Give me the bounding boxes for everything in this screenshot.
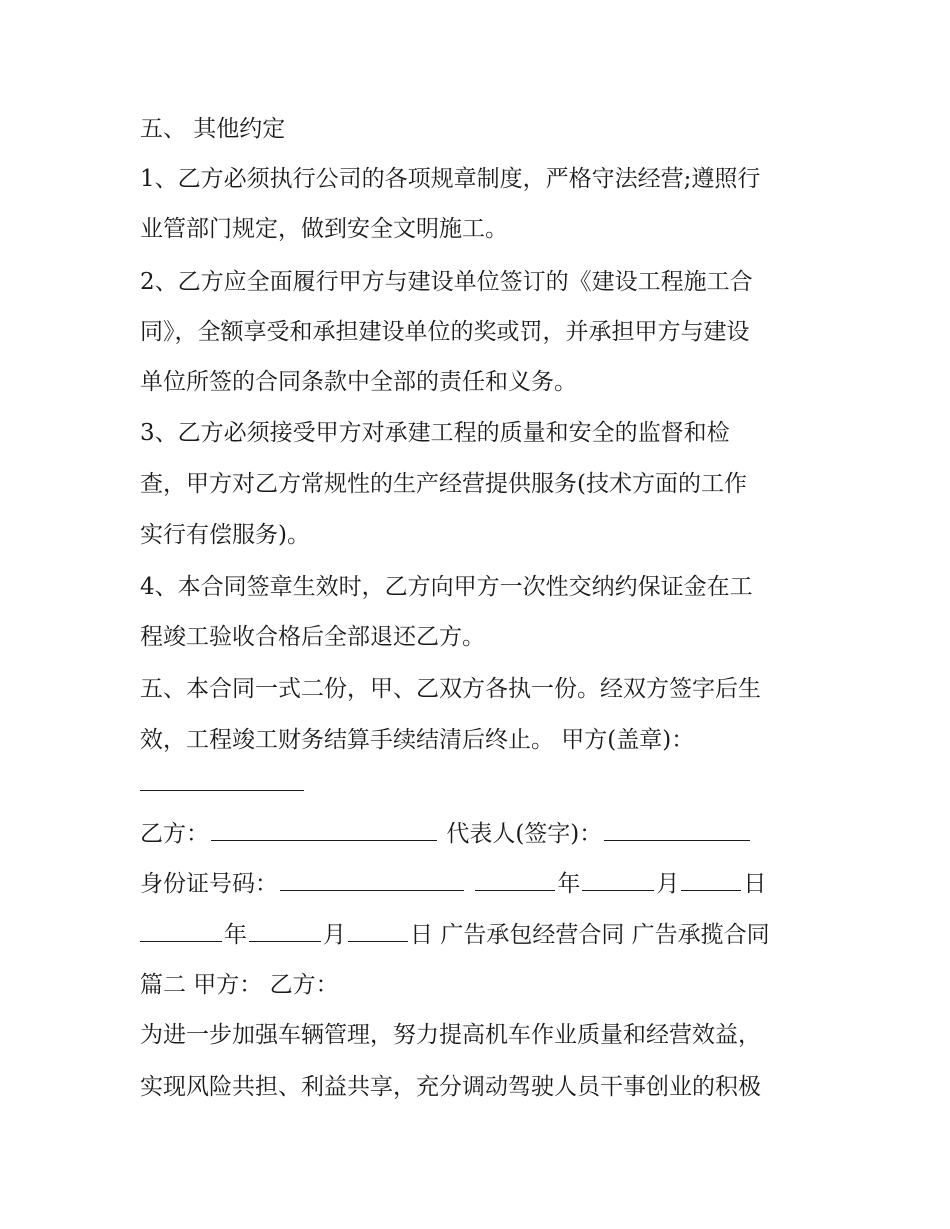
document-titles: 广告承包经营合同 广告承揽合同 bbox=[440, 922, 770, 948]
month-blank bbox=[582, 868, 654, 891]
part-2-line-1: 为进一步加强车辆管理，努力提高机车作业质量和经营效益， bbox=[140, 1022, 761, 1048]
id-date-row bbox=[140, 868, 766, 899]
clause-2-line-3: 单位所签的合同条款中全部的责任和义务。 bbox=[140, 369, 577, 395]
clause-3-line-2: 查，甲方对乙方常规性的生产经营提供服务(技术方面的工作 bbox=[140, 471, 747, 497]
clause-4-line-2: 程竣工验收合格后全部退还乙方。 bbox=[140, 624, 485, 650]
clause-2-line-2: 同》，全额享受和承担建设单位的奖或罚，并承担甲方与建设 bbox=[140, 319, 750, 345]
section-heading: 五、 其他约定 bbox=[140, 116, 286, 142]
clause-3-line-1: 3、乙方必须接受甲方对承建工程的质量和安全的监督和检 bbox=[140, 420, 730, 446]
blank-line bbox=[140, 768, 304, 791]
party-b-row bbox=[140, 818, 752, 849]
id-label: 身份证号码： bbox=[140, 871, 278, 897]
year-label-2: 年 bbox=[224, 922, 247, 948]
clause-2-line-1: 2、乙方应全面履行甲方与建设单位签订的《建设工程施工合 bbox=[140, 269, 753, 295]
part-2-heading: 篇二 甲方： 乙方： bbox=[140, 972, 339, 998]
day-blank bbox=[681, 868, 741, 891]
representative-blank bbox=[604, 818, 750, 841]
representative-label: 代表人(签字)： bbox=[446, 821, 603, 847]
party-a-signature-line bbox=[140, 768, 304, 799]
clause-4-line-1: 4、本合同签章生效时，乙方向甲方一次性交纳约保证金在工 bbox=[140, 574, 753, 600]
clause-5-line-2: 效，工程竣工财务结算手续结清后终止。 甲方(盖章)： bbox=[140, 727, 695, 753]
year-blank-2 bbox=[140, 919, 222, 942]
id-blank bbox=[280, 868, 464, 891]
month-blank-2 bbox=[249, 919, 321, 942]
year-blank bbox=[475, 868, 555, 891]
month-label: 月 bbox=[656, 871, 680, 897]
month-label-2: 月 bbox=[323, 922, 346, 948]
party-b-label: 乙方： bbox=[140, 821, 209, 847]
clause-5-line-1: 五、本合同一式二份，甲、乙双方各执一份。经双方签字后生 bbox=[140, 676, 761, 702]
party-b-blank bbox=[211, 818, 437, 841]
day-label-2: 日 bbox=[410, 922, 433, 948]
year-label: 年 bbox=[557, 871, 581, 897]
day-label: 日 bbox=[743, 871, 767, 897]
date-titles-row bbox=[140, 919, 770, 950]
clause-1-line-1: 1、乙方必须执行公司的各项规章制度，严格守法经营;遵照行 bbox=[140, 166, 761, 192]
clause-3-line-3: 实行有偿服务)。 bbox=[140, 522, 310, 548]
day-blank-2 bbox=[348, 919, 408, 942]
part-2-line-2: 实现风险共担、利益共享，充分调动驾驶人员干事创业的积极 bbox=[140, 1074, 761, 1100]
clause-1-line-2: 业管部门规定，做到安全文明施工。 bbox=[140, 216, 508, 242]
